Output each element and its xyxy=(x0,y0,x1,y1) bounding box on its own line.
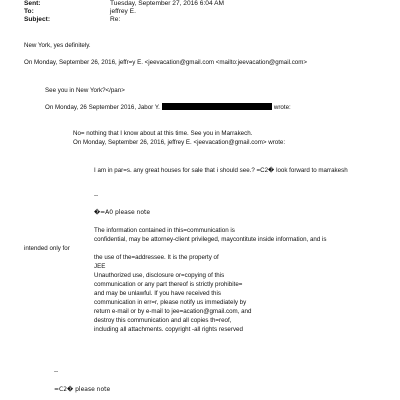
disclaimer-line-7: and may be unlawful. If you have received this xyxy=(94,290,221,297)
reply-nothing: No= nothing that I know about at this time. See you in Marrakech. xyxy=(73,130,253,137)
reply-paris: I am in par=s. any great houses for sale that i should see.? =C2� look forward to marrakesh xyxy=(94,167,348,174)
subject-value: Re: xyxy=(110,16,121,23)
reply-see-you: See you in New York?</pan> xyxy=(45,87,125,94)
disclaimer-line-9: return e-mail or by e-mail to jee=acation@gmail.com, and xyxy=(94,308,252,315)
disclaimer-line-2: confidential, may be attorney-client privileged, maycontitute inside information, and is xyxy=(94,236,327,243)
quote-header-2-post: wrote: xyxy=(273,104,291,111)
dash-separator: -- xyxy=(94,192,99,199)
quote-header-3: On Monday, September 26, 2016, jeffrey E. <jeevacation@gmail.com> wrote: xyxy=(73,139,286,146)
redaction-bar xyxy=(162,103,272,110)
please-note-2: =C2� please note xyxy=(54,386,111,393)
dash-separator-2: -- xyxy=(54,368,59,375)
disclaimer-line-8: communication in err=r, please notify us immediately by xyxy=(94,299,247,306)
quote-header-2-pre: On Monday, 26 September 2016, Jabor Y. xyxy=(45,104,160,111)
to-value: jeffrey E. xyxy=(110,8,136,15)
disclaimer-line-6: communication or any part thereof is strictly prohibite= xyxy=(94,281,243,288)
disclaimer-line-3: the use of the=addressee. It is the property of xyxy=(94,254,219,261)
disclaimer-line-5: Unauthorized use, disclosure or=copying of this xyxy=(94,272,225,279)
quote-header-1: On Monday, September 26, 2016, jeffr=y E. <jeevacation@gmail.com <mailto:jeevacation@gmail.com> xyxy=(24,59,308,66)
to-label: To: xyxy=(24,8,34,15)
quote-header-2 xyxy=(45,103,291,112)
sent-label: Sent: xyxy=(24,0,41,7)
disclaimer-line-4: JEE xyxy=(94,263,106,270)
please-note-1: �=A0 please note xyxy=(94,209,151,216)
disclaimer-line-1: The information contained in this=communication is xyxy=(94,227,235,234)
disclaimer-line-11: including all attachments. copyright -all rights reserved xyxy=(94,326,243,333)
subject-label: Subject: xyxy=(24,16,51,23)
disclaimer-line-10: destroy this communication and all copies th=reof, xyxy=(94,317,232,324)
intended-only-for: intended only for xyxy=(24,245,70,252)
sent-value: Tuesday, September 27, 2016 6:04 AM xyxy=(110,0,224,7)
reply-new-york: New York, yes definitely. xyxy=(24,42,91,49)
